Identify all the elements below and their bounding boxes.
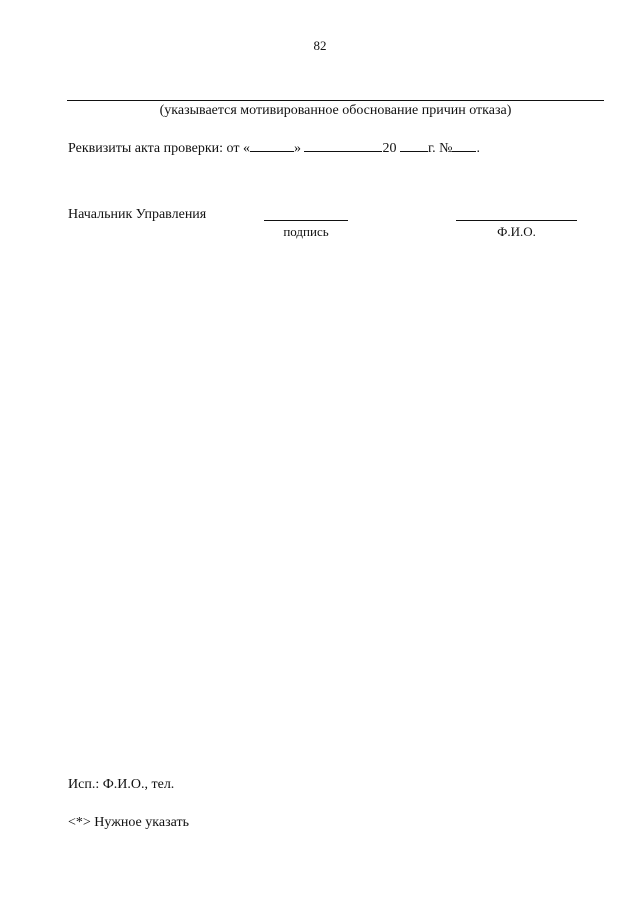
act-month-blank: [304, 139, 382, 152]
act-quote-close: »: [293, 141, 301, 156]
refusal-reason-caption: (указывается мотивированное обоснование причин отказа): [159, 103, 512, 118]
name-line: [456, 220, 577, 221]
act-details-line: [68, 139, 480, 157]
page-number: 82: [313, 38, 327, 53]
footnote: <*> Нужное указать: [68, 815, 189, 830]
act-number-blank: [452, 139, 476, 152]
executor-line: Исп.: Ф.И.О., тел.: [68, 777, 175, 792]
signature-caption: подпись: [283, 224, 329, 239]
act-details-label: Реквизиты акта проверки: от «: [68, 141, 250, 156]
signature-line: [264, 220, 348, 221]
act-year-blank: [400, 139, 428, 152]
refusal-reason-line: [67, 100, 604, 101]
act-end: .: [476, 141, 480, 156]
act-year-suffix: г. №: [427, 141, 453, 156]
act-year-prefix: 20: [382, 141, 397, 156]
position-label: Начальник Управления: [68, 207, 207, 222]
act-day-blank: [250, 139, 294, 152]
name-caption: Ф.И.О.: [497, 224, 536, 239]
